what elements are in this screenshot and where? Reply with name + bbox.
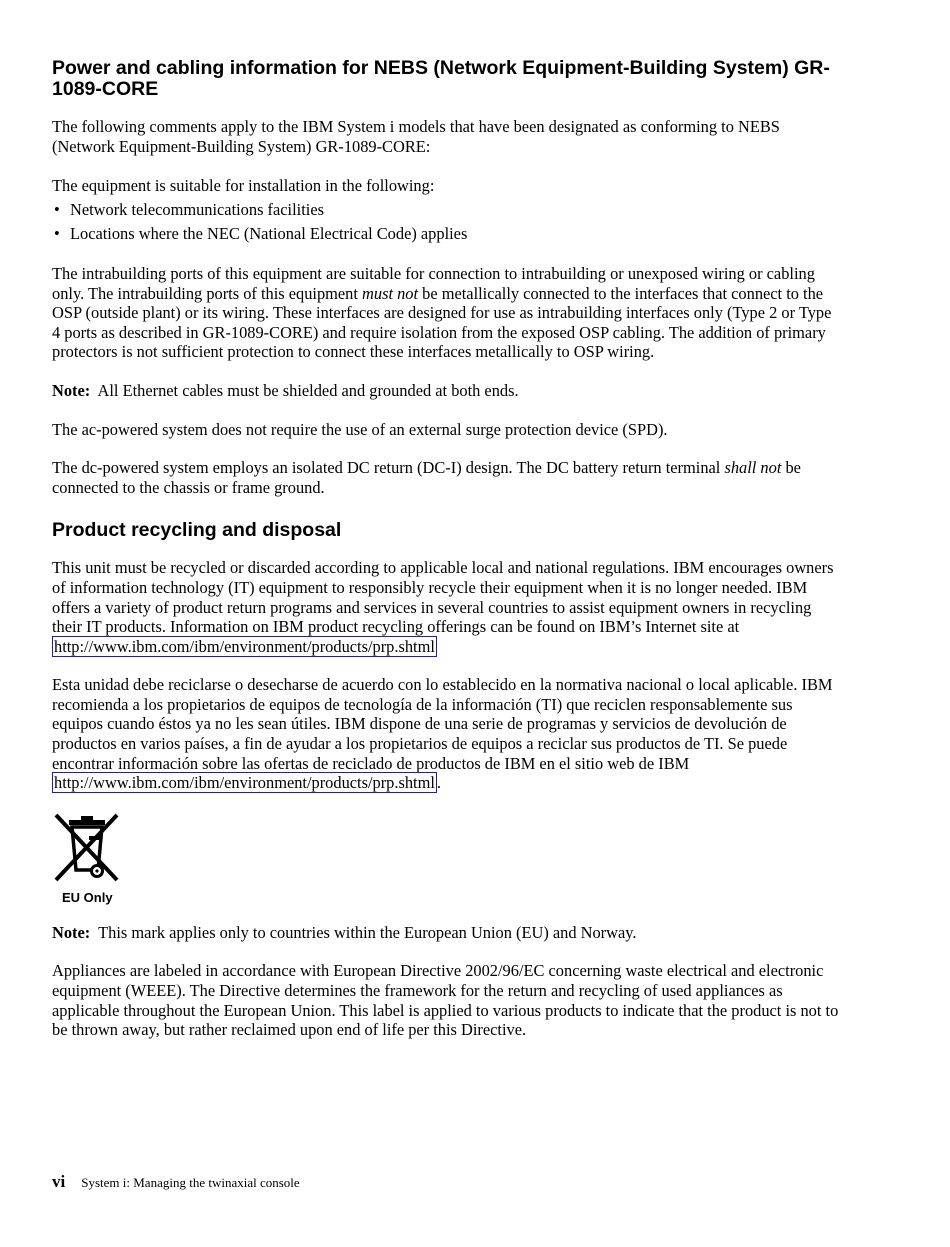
page-content [52,58,842,1059]
weee-paragraph: Appliances are labeled in accordance with European Directive 2002/96/EC concerning waste electrical and electronic equipment (WEEE). The Directive determines the framework for the return and recycling of used appliances as applicable throughout the European Union. This label is applied to various products to indicate that the product is not to be thrown away, but rather reclaimed upon end of life per this Directive. [52,961,839,1040]
recycling-heading: Product recycling and disposal [52,519,342,542]
recycling-es-paragraph [52,675,842,793]
shall-not-emphasis: shall not [724,458,782,478]
suitable-intro: The equipment is suitable for installation in the following: [52,176,435,196]
page-footer [52,1172,300,1192]
nebs-heading: Power and cabling information for NEBS (Network Equipment-Building System) GR-1089-CORE [52,57,830,100]
recycling-es-text: Esta unidad debe reciclarse o desecharse de acuerdo con lo establecido en la normativa nacional o local aplicable. IBM recomienda a los propietarios de equipos de tecnología de la información (TI) que reciclen responsablemente sus equipos cuando éstos ya no les sean útiles. IBM dispone de una serie de programas y servicios de devolución de productos en varios países, a fin de ayudar a los propietarios de equipos a reciclar sus productos de TI. Se puede encontrar información sobre las ofertas de reciclado de productos de IBM en el sitio web de IBM [52,675,833,773]
weee-mark [53,812,133,905]
list-item: • Locations where the NEC (National Electrical Code) applies [52,224,842,244]
suitable-list [52,200,842,244]
dc-text-cont: be connected to the chassis or frame ground. [52,458,801,497]
recycling-en-paragraph [52,558,842,656]
note-label: Note: [52,380,91,400]
intrabuilding-text-cont: be metallically connected to the interfaces that connect to the OSP (outside plant) or its wiring. These interfaces are designed for use as intrabuilding interfaces only (Type 2 or Type 4 ports as described in GR-1089-CORE) and require isolation from the exposed OSP cabling. The addition of primary protectors is not sufficient protection to connect these interfaces metallically to OSP wiring. [52,283,832,362]
ac-paragraph: The ac-powered system does not require the use of an external surge protection device (SPD). [52,419,668,439]
ibm-recycling-link[interactable]: http://www.ibm.com/ibm/environment/products/prp.shtml [54,636,435,656]
eu-note [52,923,842,943]
eu-only-label: EU Only [62,889,113,905]
list-item: • Network telecommunications facilities [52,200,842,220]
ibm-recycling-link-es[interactable]: http://www.ibm.com/ibm/environment/products/prp.shtml [54,773,435,793]
intrabuilding-text: The intrabuilding ports of this equipment are suitable for connection to intrabuilding or unexposed wiring or cabling only. The intrabuilding ports of this equipment [52,263,815,303]
must-not-emphasis: must not [362,283,419,303]
dc-text: The dc-powered system employs an isolated DC return (DC-I) design. The DC battery return terminal [52,458,725,478]
dc-paragraph [52,458,842,497]
recycling-en-text: This unit must be recycled or discarded according to applicable local and national regulations. IBM encourages owners of information technology (IT) equipment to responsibly recycle their equipment when it is no longer needed. IBM offers a variety of product return programs and services in several countries to assist equipment owners in recycling their IT products. Information on IBM product recycling offerings can be found on IBM’s Internet site at [52,558,834,637]
intrabuilding-paragraph [52,264,842,362]
period: . [436,773,442,793]
footer-title: System i: Managing the twinaxial console [81,1175,300,1190]
note-text: All Ethernet cables must be shielded and grounded at both ends. [97,380,519,400]
crossed-out-bin-icon [53,812,123,884]
nebs-intro: The following comments apply to the IBM System i models that have been designated as conforming to NEBS (Network Equipment-Building System) GR-1089-CORE: [52,117,780,156]
note-label: Note: [52,922,91,942]
page-number: vi [52,1172,66,1191]
note-text: This mark applies only to countries within the European Union (EU) and Norway. [98,922,637,942]
ethernet-note [52,381,842,401]
